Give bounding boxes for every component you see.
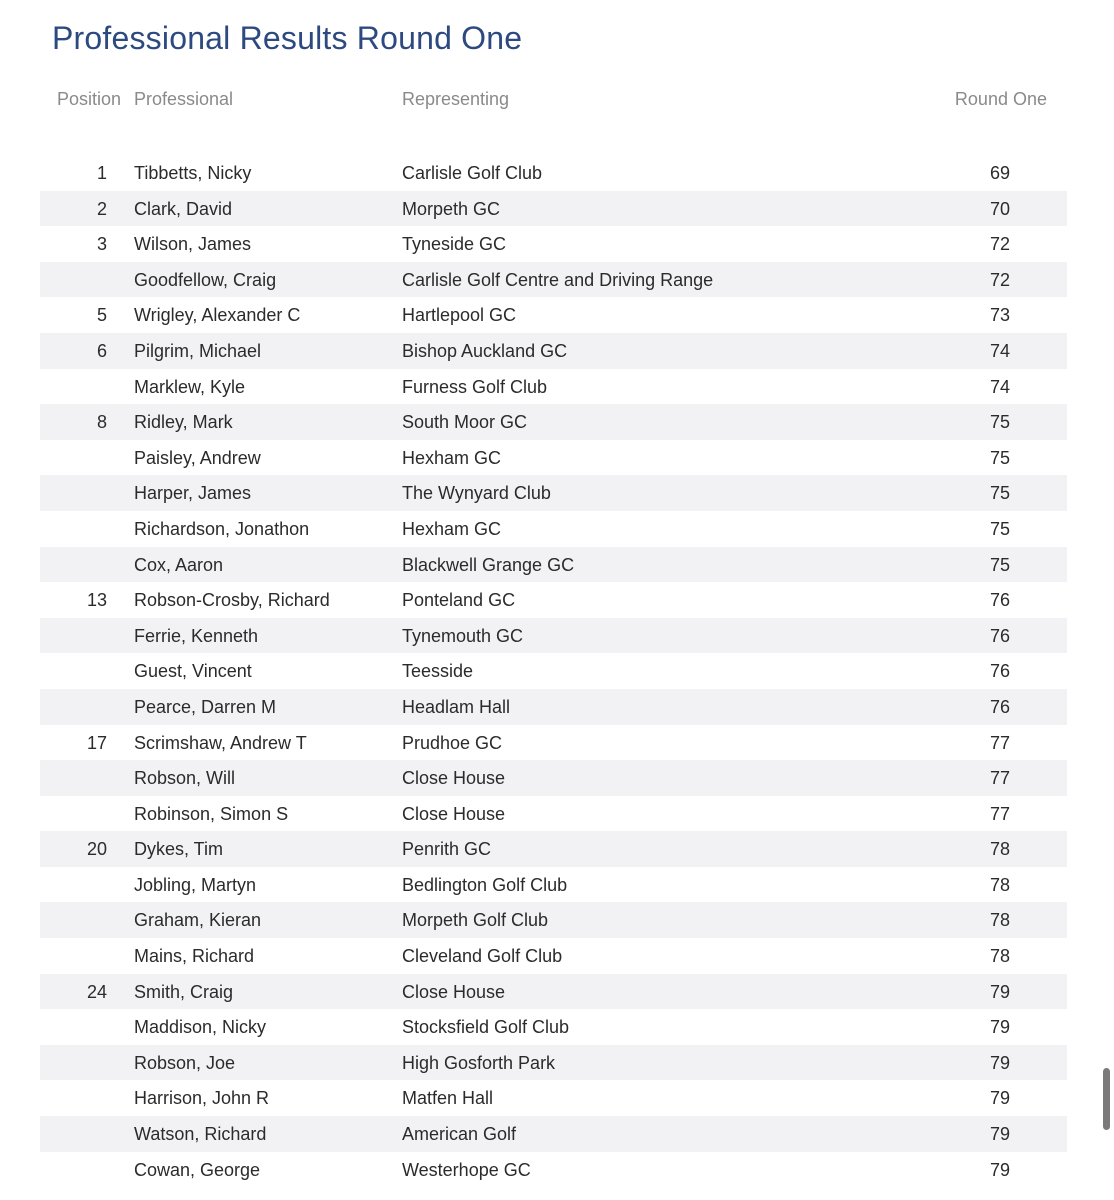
table-row	[40, 1045, 1067, 1081]
cell-representing: Morpeth Golf Club	[402, 910, 549, 931]
table-row	[40, 974, 1067, 1010]
cell-representing: Headlam Hall	[402, 696, 511, 717]
cell-round-one: 69	[989, 163, 1010, 183]
table-row	[40, 155, 1067, 191]
cell-professional: Ridley, Mark	[134, 412, 233, 433]
cell-representing: Carlisle Golf Club	[402, 163, 543, 183]
table-row	[40, 404, 1067, 440]
cell-professional: Tibbetts, Nicky	[134, 163, 252, 183]
cell-round-one: 77	[989, 803, 1010, 824]
cell-round-one: 79	[989, 1052, 1010, 1073]
cell-representing: Hexham GC	[402, 447, 502, 468]
cell-representing: Morpeth GC	[402, 198, 501, 219]
cell-round-one: 76	[989, 590, 1010, 611]
cell-position: 8	[96, 412, 107, 433]
cell-professional: Watson, Richard	[134, 1124, 267, 1145]
table-row	[40, 1009, 1067, 1045]
header-position: Position	[57, 89, 122, 109]
page-title: Professional Results Round One	[52, 20, 523, 56]
cell-round-one: 74	[989, 340, 1010, 361]
table-header	[40, 86, 1067, 114]
cell-round-one: 78	[989, 910, 1010, 931]
cell-round-one: 79	[989, 1124, 1010, 1145]
cell-round-one: 74	[989, 376, 1010, 397]
table-row	[40, 725, 1067, 761]
table-row	[40, 831, 1067, 867]
cell-representing: Carlisle Golf Centre and Driving Range	[402, 269, 714, 290]
cell-position: 3	[96, 234, 107, 255]
cell-representing: Close House	[402, 768, 506, 789]
cell-position: 24	[86, 981, 107, 1002]
cell-representing: Furness Golf Club	[402, 376, 548, 397]
cell-professional: Robson, Will	[134, 768, 236, 789]
cell-position: 17	[86, 732, 107, 753]
cell-representing: South Moor GC	[402, 412, 528, 433]
cell-representing: High Gosforth Park	[402, 1052, 556, 1073]
cell-round-one: 79	[989, 981, 1010, 1002]
cell-representing: Bishop Auckland GC	[402, 340, 568, 361]
cell-representing: Cleveland Golf Club	[402, 946, 563, 967]
table-row	[40, 653, 1067, 689]
cell-professional: Harper, James	[134, 483, 252, 504]
results-table	[40, 155, 1067, 1187]
cell-position: 5	[96, 305, 107, 326]
table-row	[40, 582, 1067, 618]
table-row	[40, 333, 1067, 369]
table-row	[40, 938, 1067, 974]
cell-representing: Blackwell Grange GC	[402, 554, 575, 575]
cell-professional: Harrison, John R	[134, 1088, 270, 1109]
table-row	[40, 547, 1067, 583]
cell-professional: Smith, Craig	[134, 981, 234, 1002]
cell-round-one: 72	[989, 269, 1010, 290]
cell-professional: Robson-Crosby, Richard	[134, 590, 330, 611]
table-row	[40, 297, 1067, 333]
cell-round-one: 78	[989, 946, 1010, 967]
table-row	[40, 511, 1067, 547]
cell-position: 13	[86, 590, 107, 611]
cell-round-one: 70	[989, 198, 1010, 219]
cell-round-one: 75	[989, 518, 1010, 539]
cell-round-one: 75	[989, 447, 1010, 468]
table-row	[40, 191, 1067, 227]
table-row	[40, 618, 1067, 654]
cell-professional: Guest, Vincent	[134, 661, 252, 682]
cell-professional: Graham, Kieran	[134, 910, 262, 931]
cell-round-one: 76	[989, 625, 1010, 646]
table-row	[40, 796, 1067, 832]
cell-round-one: 78	[989, 839, 1010, 860]
table-row	[40, 1152, 1067, 1188]
table-row	[40, 902, 1067, 938]
cell-professional: Dykes, Tim	[134, 839, 224, 860]
cell-professional: Cowan, George	[134, 1159, 261, 1180]
cell-round-one: 75	[989, 554, 1010, 575]
cell-professional: Pilgrim, Michael	[134, 340, 262, 361]
table-row	[40, 440, 1067, 476]
cell-round-one: 78	[989, 874, 1010, 895]
table-row	[40, 369, 1067, 405]
cell-professional: Goodfellow, Craig	[134, 269, 277, 290]
cell-representing: The Wynyard Club	[402, 483, 551, 504]
cell-round-one: 77	[989, 768, 1010, 789]
cell-round-one: 79	[989, 1088, 1010, 1109]
cell-round-one: 75	[989, 483, 1010, 504]
cell-representing: Westerhope GC	[402, 1159, 531, 1180]
cell-representing: Bedlington Golf Club	[402, 874, 568, 895]
table-row	[40, 760, 1067, 796]
table-row	[40, 1080, 1067, 1116]
cell-round-one: 76	[989, 696, 1010, 717]
table-row	[40, 475, 1067, 511]
cell-professional: Clark, David	[134, 198, 233, 219]
cell-representing: Matfen Hall	[402, 1088, 494, 1109]
cell-professional: Wilson, James	[134, 234, 252, 255]
cell-round-one: 76	[989, 661, 1010, 682]
scrollbar-thumb[interactable]	[1103, 1068, 1110, 1130]
cell-representing: Prudhoe GC	[402, 732, 503, 753]
cell-representing: Stocksfield Golf Club	[402, 1017, 570, 1038]
cell-professional: Pearce, Darren M	[134, 696, 277, 717]
cell-representing: Teesside	[402, 661, 474, 682]
cell-representing: Hexham GC	[402, 518, 502, 539]
cell-professional: Ferrie, Kenneth	[134, 625, 259, 646]
cell-representing: Tynemouth GC	[402, 625, 524, 646]
table-row	[40, 867, 1067, 903]
header-professional: Professional	[134, 89, 234, 109]
cell-professional: Paisley, Andrew	[134, 447, 261, 468]
cell-position: 1	[96, 163, 107, 183]
cell-professional: Scrimshaw, Andrew T	[134, 732, 307, 753]
cell-professional: Richardson, Jonathon	[134, 518, 310, 539]
cell-professional: Mains, Richard	[134, 946, 255, 967]
cell-round-one: 77	[989, 732, 1010, 753]
cell-round-one: 79	[989, 1017, 1010, 1038]
table-row	[40, 1116, 1067, 1152]
cell-representing: Close House	[402, 803, 506, 824]
table-row	[40, 262, 1067, 298]
cell-professional: Maddison, Nicky	[134, 1017, 267, 1038]
cell-round-one: 73	[989, 305, 1010, 326]
cell-professional: Robinson, Simon S	[134, 803, 289, 824]
cell-representing: Tyneside GC	[402, 234, 507, 255]
cell-round-one: 72	[989, 234, 1010, 255]
cell-professional: Cox, Aaron	[134, 554, 224, 575]
cell-professional: Robson, Joe	[134, 1052, 236, 1073]
cell-representing: Close House	[402, 981, 506, 1002]
table-row	[40, 226, 1067, 262]
table-row	[40, 689, 1067, 725]
cell-round-one: 79	[989, 1159, 1010, 1180]
cell-position: 20	[86, 839, 107, 860]
cell-representing: Ponteland GC	[402, 590, 516, 611]
cell-professional: Jobling, Martyn	[134, 874, 257, 895]
cell-representing: Hartlepool GC	[402, 305, 517, 326]
header-representing: Representing	[402, 89, 510, 109]
cell-round-one: 75	[989, 412, 1010, 433]
cell-position: 6	[96, 340, 107, 361]
cell-representing: Penrith GC	[402, 839, 492, 860]
cell-professional: Wrigley, Alexander C	[134, 305, 301, 326]
header-round-one: Round One	[954, 89, 1047, 109]
cell-representing: American Golf	[402, 1124, 517, 1145]
cell-position: 2	[96, 198, 107, 219]
cell-professional: Marklew, Kyle	[134, 376, 246, 397]
